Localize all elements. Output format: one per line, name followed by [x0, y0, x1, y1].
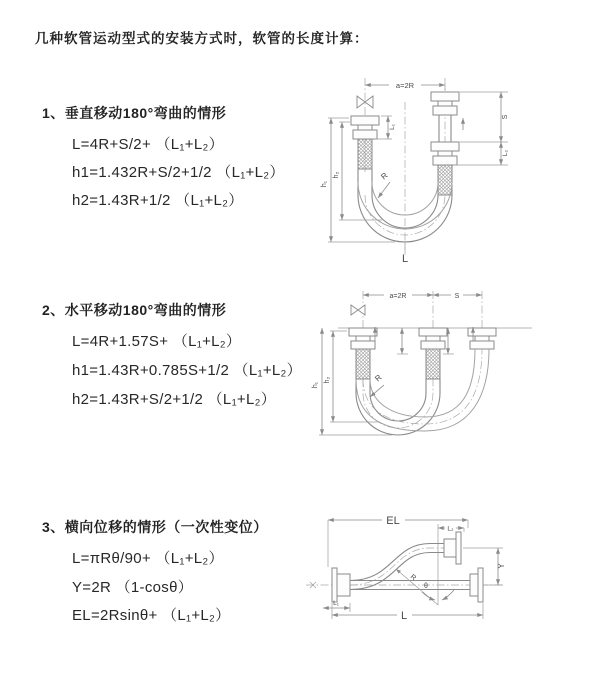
left-end-fitting [332, 568, 350, 602]
dim-a-2r [365, 80, 445, 91]
braided-hose-section [426, 349, 440, 379]
braided-hose-section [358, 139, 372, 169]
dim-l [332, 603, 483, 622]
section-3-formula-el: EL=2Rsinθ+ （L₁+L₂） [72, 607, 231, 624]
left-hose-fitting [349, 328, 377, 379]
flange [456, 532, 461, 564]
label-theta: θ [424, 583, 428, 590]
radius-callout [370, 373, 384, 397]
label-r: R [408, 573, 418, 583]
section-2-heading: 2、水平移动180°弯曲的情形 [42, 302, 227, 318]
page-title: 几种软管运动型式的安装方式时，软管的长度计算： [35, 31, 369, 46]
displaced-end-fitting [444, 532, 461, 564]
dim-l2 [453, 142, 509, 165]
section-3-formula-y: Y=2R （1-cosθ） [72, 579, 194, 596]
section-2-formula-h2: h2=1.43R+S/2+1/2 （L₁+L₂） [72, 391, 277, 408]
label-el: EL [386, 515, 400, 527]
label-a2r: a=2R [389, 293, 407, 300]
left-hose-fitting [351, 116, 379, 169]
section-3-formula-l: L=πRθ/90+ （L₁+L₂） [72, 550, 224, 567]
label-y: Y [497, 563, 506, 569]
label-l-total: L [401, 253, 409, 265]
section-1-formula-h1: h1=1.432R+S/2+1/2 （L₁+L₂） [72, 164, 285, 181]
flange [332, 568, 337, 602]
braided-hose-section [356, 349, 370, 379]
radius-callout [396, 569, 438, 605]
diagram-lateral-displacement [298, 495, 588, 635]
dim-l1 [323, 600, 350, 612]
flange [478, 568, 483, 602]
label-l2: L₂ [502, 149, 509, 157]
middle-hose-fitting [419, 328, 447, 379]
diagram-horizontal-180-bend [300, 283, 585, 468]
label-l-total: L [400, 610, 408, 622]
dim-y [463, 548, 506, 585]
label-h2: h₂ [333, 171, 340, 179]
braided-hose-section [438, 165, 452, 195]
section-3-heading: 3、横向位移的情形（一次性变位） [42, 519, 268, 535]
label-h1: h₁ [321, 180, 328, 188]
label-s: S [454, 293, 460, 300]
section-2-formula-l: L=4R+1.57S+ （L₁+L₂） [72, 333, 242, 350]
label-a2r: a=2R [395, 81, 415, 90]
label-h2: h₂ [324, 376, 331, 384]
label-s: S [502, 114, 509, 120]
radius-callout [378, 171, 390, 198]
dim-s [460, 92, 509, 142]
section-1-heading: 1、垂直移动180°弯曲的情形 [42, 105, 227, 121]
diagram-vertical-180-bend [298, 72, 553, 267]
section-1-formula-l: L=4R+S/2+ （L₁+L₂） [72, 136, 224, 153]
label-r: R [379, 170, 390, 182]
label-r: R [373, 372, 384, 384]
dim-end-length-left [397, 328, 408, 354]
length-label [402, 242, 408, 265]
right-end-fitting [470, 568, 483, 602]
dim-s [433, 291, 482, 301]
displaced-hose-fitting [468, 328, 496, 349]
label-l1: L₁ [389, 124, 396, 130]
valve-icon [351, 305, 365, 315]
hose-u-bend-original [356, 379, 440, 435]
right-hose-fittings [431, 92, 459, 195]
hose-u-bend-displaced [356, 349, 489, 431]
label-l1: L₁ [333, 600, 339, 607]
dim-l2 [438, 523, 464, 533]
section-1-formula-h2: h2=1.43R+1/2 （L₁+L₂） [72, 192, 244, 209]
section-2-formula-h1: h1=1.43R+0.785S+1/2 （L₁+L₂） [72, 362, 302, 379]
centerlines [363, 291, 482, 349]
hose-s-curve [350, 544, 444, 590]
dim-a-2r [363, 291, 433, 301]
label-l2: L₂ [447, 525, 454, 533]
label-h1: h₁ [312, 381, 319, 389]
